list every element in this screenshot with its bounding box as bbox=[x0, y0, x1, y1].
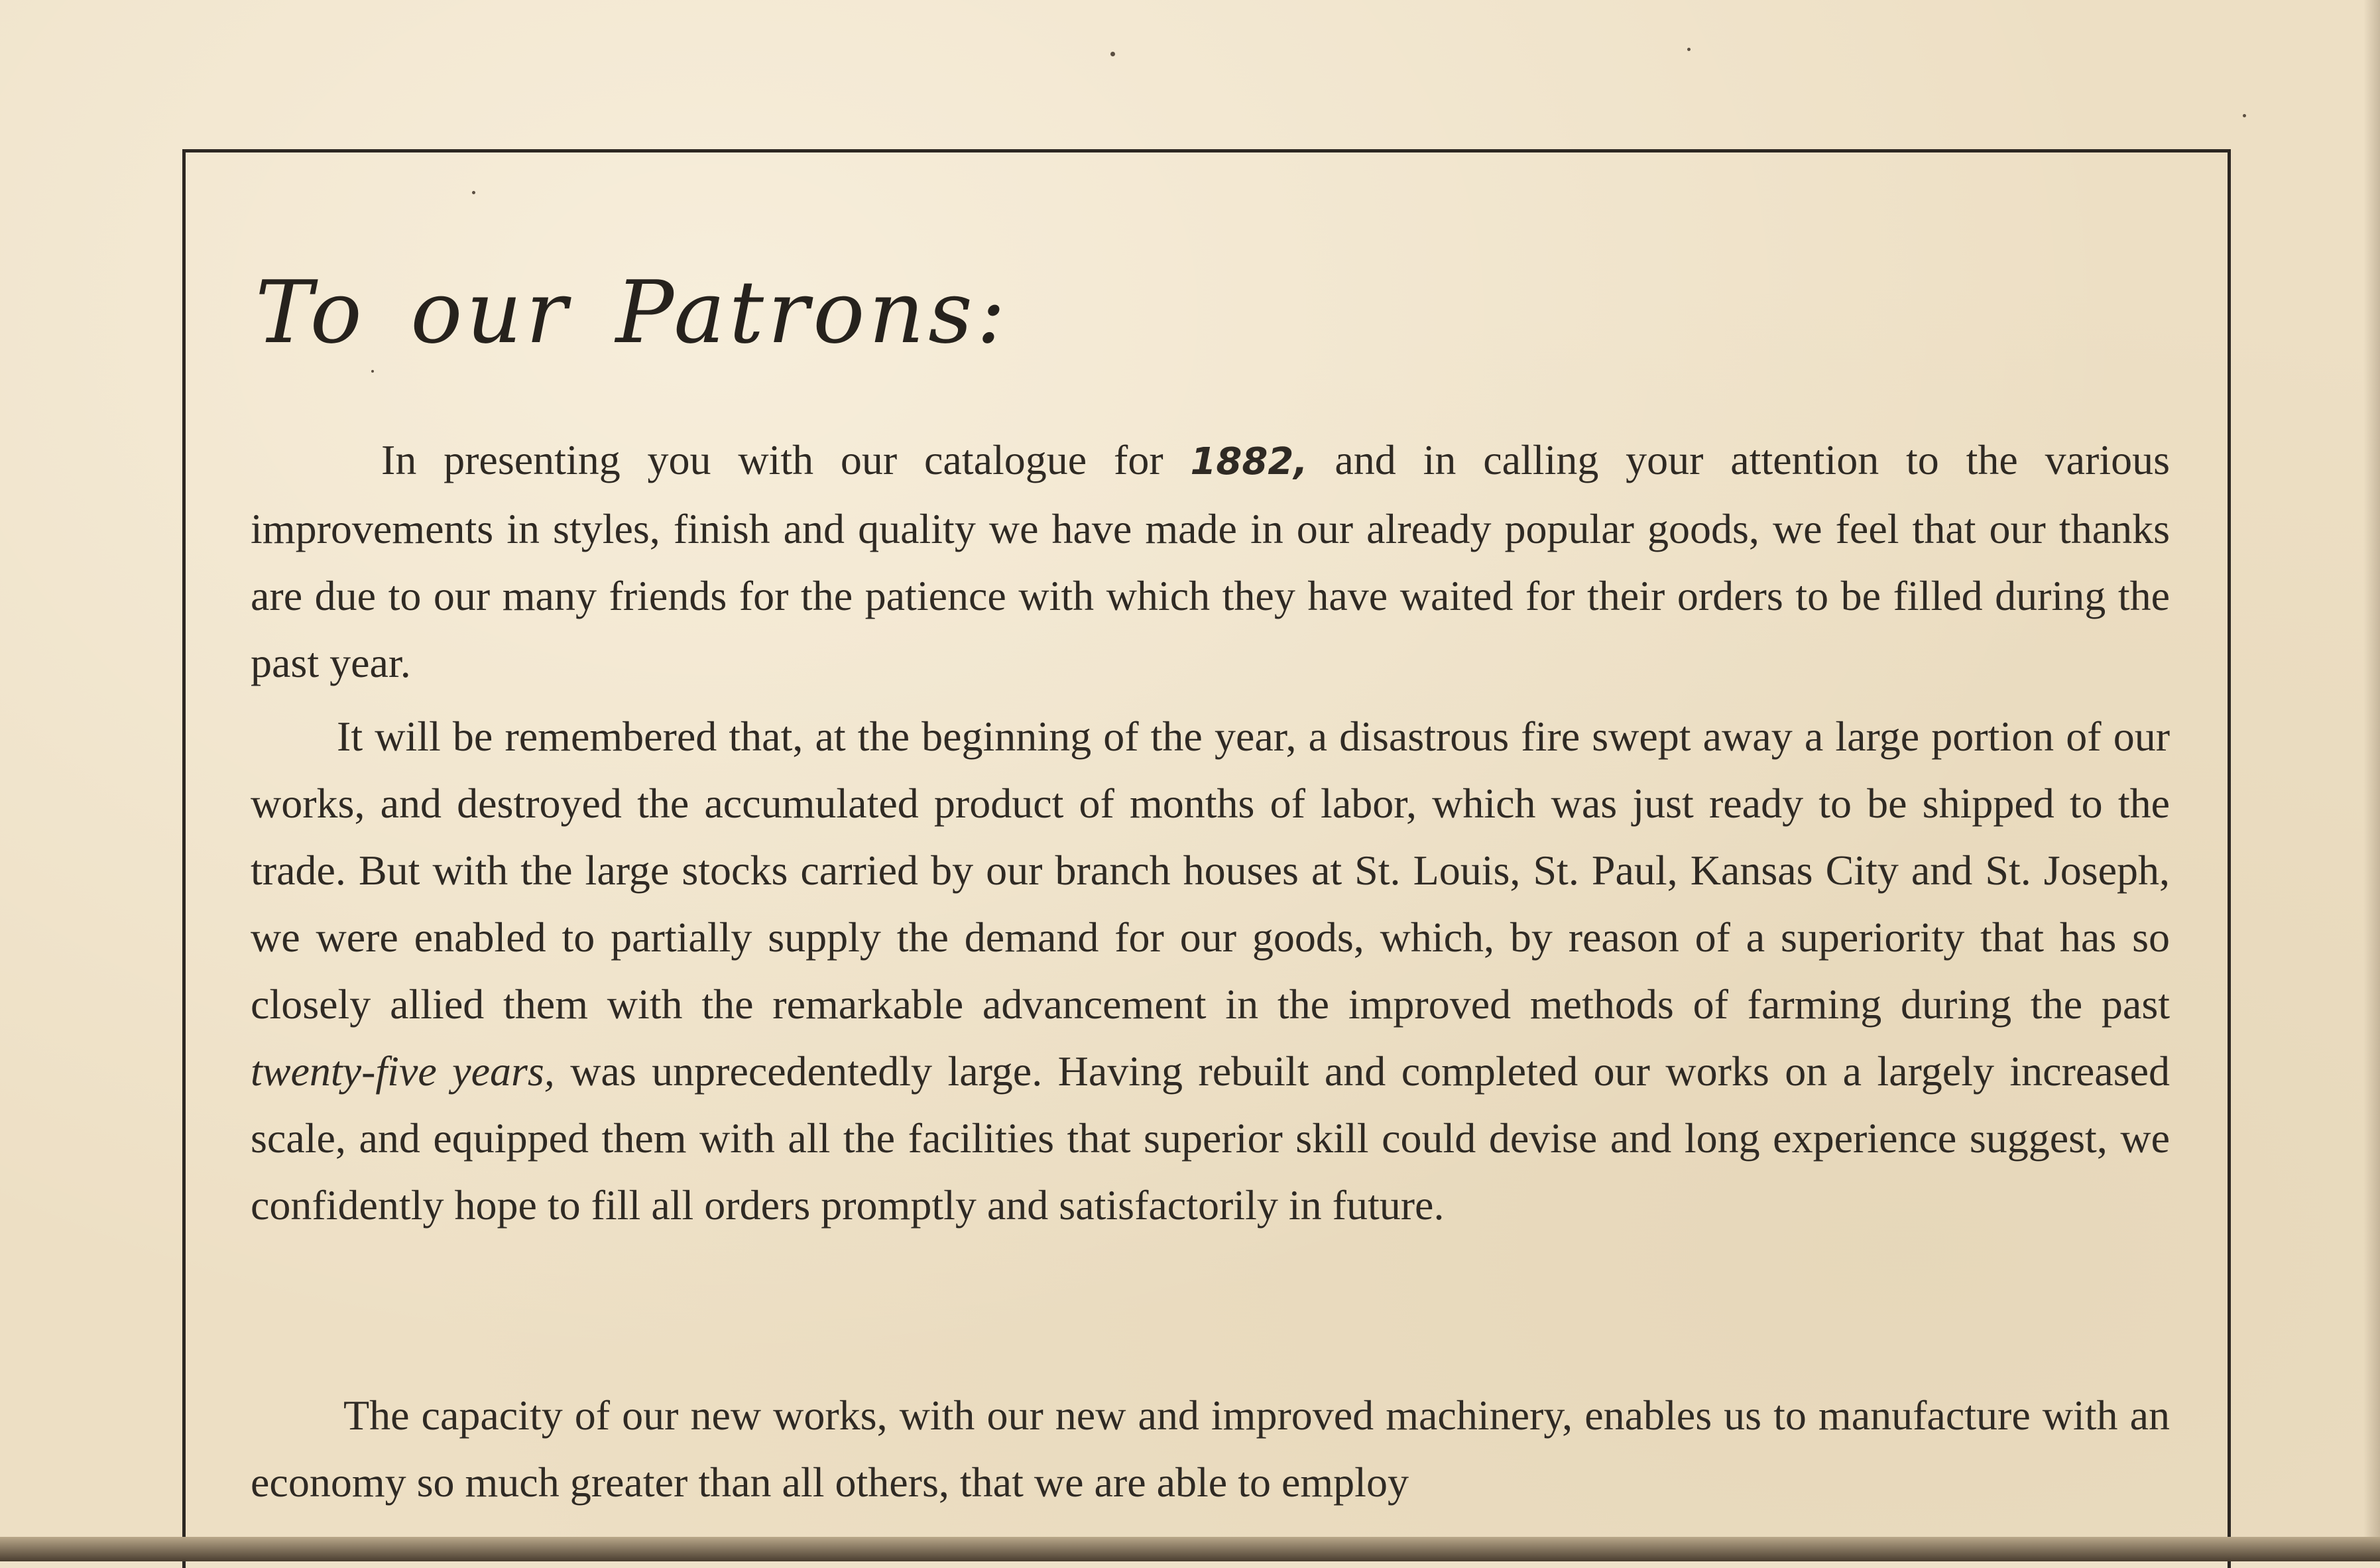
paragraph-2-text-end: was unprecedentedly large. Having rebuilt and completed our works on a largely increased scale, and equipped them with all the facilities that superior skill could devise and long experience suggest, we confidently hope to fill all orders promptly and satisfactorily in future. bbox=[251, 1048, 2170, 1229]
page-title: To our Patrons: bbox=[255, 262, 1010, 363]
paragraph-1-text-end: and in calling your attention to the various improvements in styles, finish and quality we have made in our already popular goods, we feel that our thanks are due to our many friends for the patience with which they have waited for their orders to be filled during the past year. bbox=[251, 436, 2171, 686]
page-edge-shadow bbox=[2363, 0, 2380, 1561]
emphasis-twenty-five-years: twenty-five years, bbox=[251, 1048, 555, 1095]
paragraph-2 bbox=[251, 703, 2170, 1238]
paragraph-1 bbox=[251, 426, 2170, 696]
page-bottom-edge bbox=[0, 1537, 2380, 1561]
paper-speck bbox=[2243, 114, 2246, 117]
paragraph-1-text-start: In presenting you with our catalogue for bbox=[381, 436, 1191, 483]
paper-speck bbox=[1110, 52, 1115, 56]
paragraph-2-text-start: It will be remembered that, at the beginning of the year, a disastrous fire swept away a large portion of our works, and destroyed the accumulated product of months of labor, which was just ready to be shipped to the trade. But with the large stocks carried by our branch houses at St. Louis, St. Paul, Kansas City and St. Joseph, we were enabled to partially supply the demand for our goods, which, by reason of a superiority that has so closely allied them with the remarkable advancement in the improved methods of farming during the past bbox=[251, 713, 2170, 1028]
paper-speck bbox=[1687, 48, 1691, 51]
catalogue-year: 1882, bbox=[1190, 440, 1308, 483]
paragraph-3: The capacity of our new works, with our new and improved machinery, enables us to manufacture with an economy so much greater than all others, that we are able to employ bbox=[251, 1392, 2170, 1506]
